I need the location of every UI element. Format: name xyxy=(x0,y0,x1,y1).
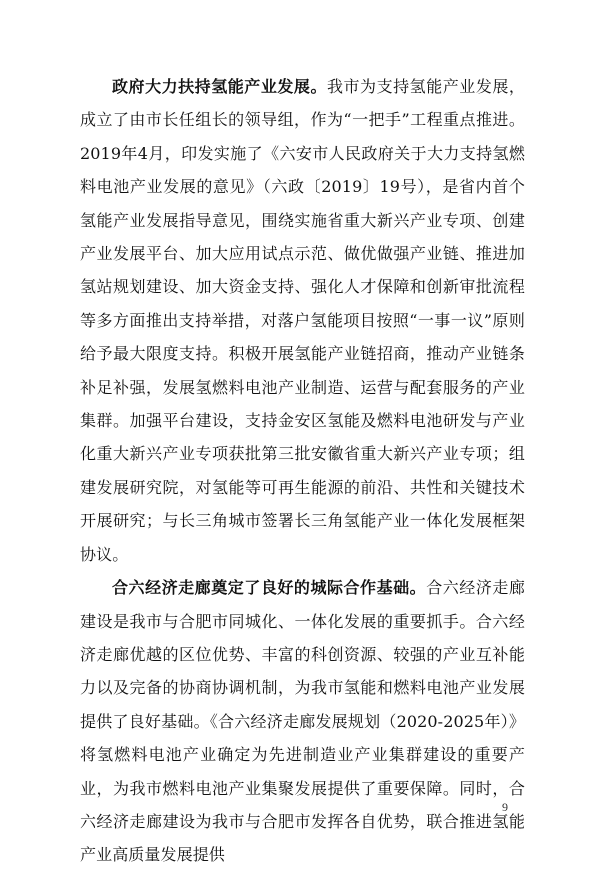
paragraph-body: 我市为支持氢能产业发展，成立了由市长任组长的领导组，作为“一把手”工程重点推进。2019年4月，印发实施了《六安市人民政府关于大力支持氢燃料电池产业发展的意见》（六政〔2019〕19号），是省内首个氢能产业发展指导意见，围绕实施省重大新兴产业专项、创建产业发展平台、加大应用试点示范、做优做强产业链、推进加氢站规划建设、加大资金支持、强化人才保障和创新审批流程等多方面推出支持举措，对落户氢能项目按照“一事一议”原则给予最大限度支持。积极开展氢能产业链招商，推动产业链条补足补强，发展氢燃料电池产业制造、运营与配套服务的产业集群。加强平台建设，支持金安区氢能及燃料电池研发与产业化重大新兴产业专项获批第三批安徽省重大新兴产业专项；组建发展研究院，对氢能等可再生能源的前沿、共性和关键技术开展研究；与长三角城市签署长三角氢能产业一体化发展框架协议。 xyxy=(80,77,525,564)
body-text xyxy=(80,70,525,872)
paragraph-body: 合六经济走廊建设是我市与合肥市同城化、一体化发展的重要抓手。合六经济走廊优越的区位优势、丰富的科创资源、较强的产业互补能力以及完备的协商协调机制，为我市氢能和燃料电池产业发展提供了良好基础。《合六经济走廊发展规划（2020-2025年）》将氢燃料电池产业确定为先进制造业产业集群建设的重要产业，为我市燃料电池产业集聚发展提供了重要保障。同时，合六经济走廊建设为我市与合肥市发挥各自优势，联合推进氢能产业高质量发展提供 xyxy=(80,578,525,865)
page-number: 9 xyxy=(502,800,508,814)
paragraph-hydrogen-policy xyxy=(80,70,525,571)
paragraph-heading: 合六经济走廊奠定了良好的城际合作基础。 xyxy=(112,578,427,598)
paragraph-hefei-luan-corridor xyxy=(80,571,525,872)
paragraph-heading: 政府大力扶持氢能产业发展。 xyxy=(112,77,327,96)
